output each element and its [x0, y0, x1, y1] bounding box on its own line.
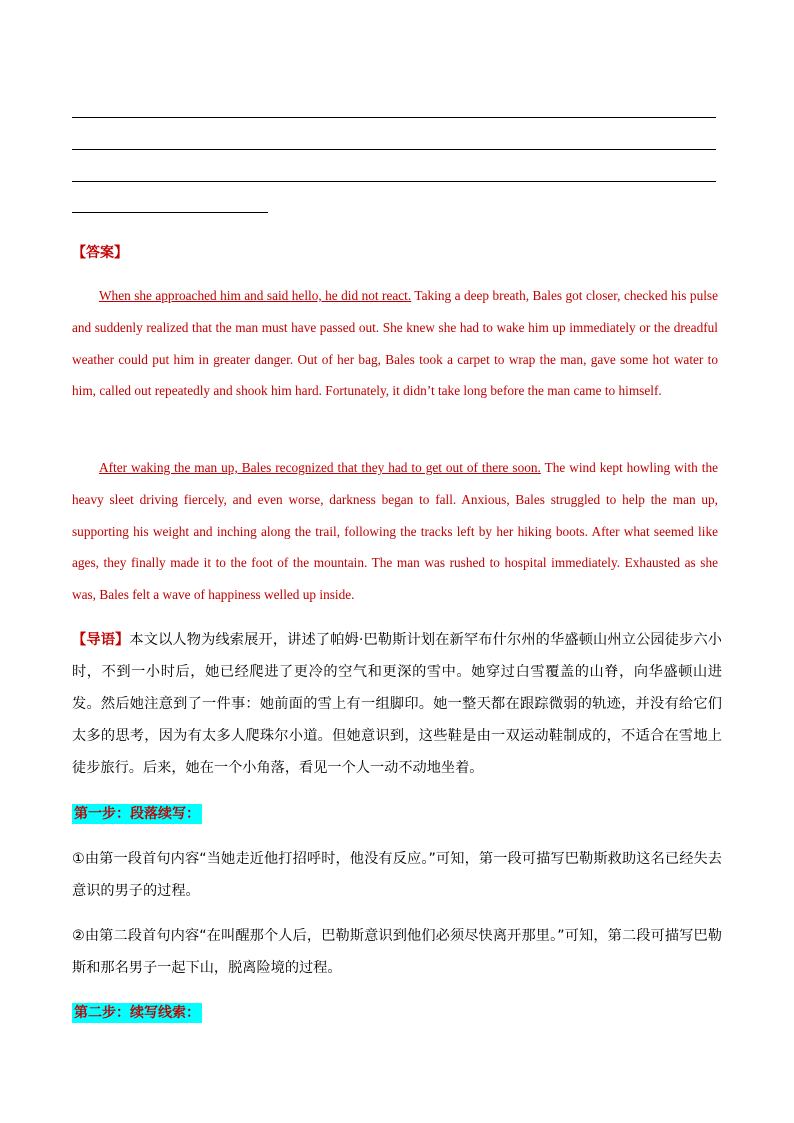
answer-paragraph-1-opening: When she approached him and said hello, he did not react. — [99, 288, 412, 303]
guide-label: 【导语】 — [72, 632, 130, 648]
answer-paragraph-1-body: Taking a deep breath, Bales got closer, checked his pulse and suddenly realized that the man must have passed out. She knew she had to wake him up immediately or the dreadful weather could put him in greater danger. Out of her bag, Bales took a carpet to wrap the man, gave some hot water to him, called out repeatedly and shook him hard. Fortunately, it didn’t take long before the man came to himself. — [72, 288, 718, 399]
answer-paragraph-2-opening: After waking the man up, Bales recognized that they had to get out of there soon. — [99, 460, 541, 475]
answer-label: 【答案】 — [72, 245, 128, 261]
step1-item-2: ②由第二段首句内容“在叫醒那个人后，巴勒斯意识到他们必须尽快离开那里。”可知，第二段可描写巴勒斯和那名男子一起下山，脱离险境的过程。 — [72, 928, 722, 976]
writing-line-4 — [72, 212, 268, 213]
answer-paragraph-1 — [72, 280, 718, 407]
step2-label: 第二步：续写线索： — [74, 1005, 200, 1021]
guide-text: 本文以人物为线索展开，讲述了帕姆·巴勒斯计划在新罕布什尔州的华盛顿山州立公园徒步六小时，不到一小时后，她已经爬进了更冷的空气和更深的雪中。她穿过白雪覆盖的山脊，向华盛顿山进发。然后她注意到了一件事：她前面的雪上有一组脚印。她一整天都在跟踪微弱的轨迹，并没有给它们太多的思考，因为有太多人爬珠尔小道。但她意识到，这些鞋是由一双运动鞋制成的，不适合在雪地上徒步旅行。后来，她在一个小角落，看见一个人一动不动地坐着。 — [72, 632, 722, 776]
step1-label: 第一步：段落续写： — [74, 806, 200, 822]
writing-line-3 — [72, 181, 716, 182]
writing-line-1 — [72, 117, 716, 118]
answer-paragraph-2-body: The wind kept howling with the heavy sleet driving fiercely, and even worse, darkness began to fall. Anxious, Bales struggled to help the man up, supporting his weight and inching along the trail, following the tracks left by her hiking boots. After what seemed like ages, they finally made it to the foot of the mountain. The man was rushed to hospital immediately. Exhausted as she was, Bales felt a wave of happiness welled up inside. — [72, 460, 718, 603]
writing-line-2 — [72, 149, 716, 150]
answer-paragraph-2 — [72, 452, 718, 611]
step1-item-1: ①由第一段首句内容“当她走近他打招呼时，他没有反应。”可知，第一段可描写巴勒斯救助这名已经失去意识的男子的过程。 — [72, 851, 722, 899]
guide-paragraph — [72, 624, 722, 784]
